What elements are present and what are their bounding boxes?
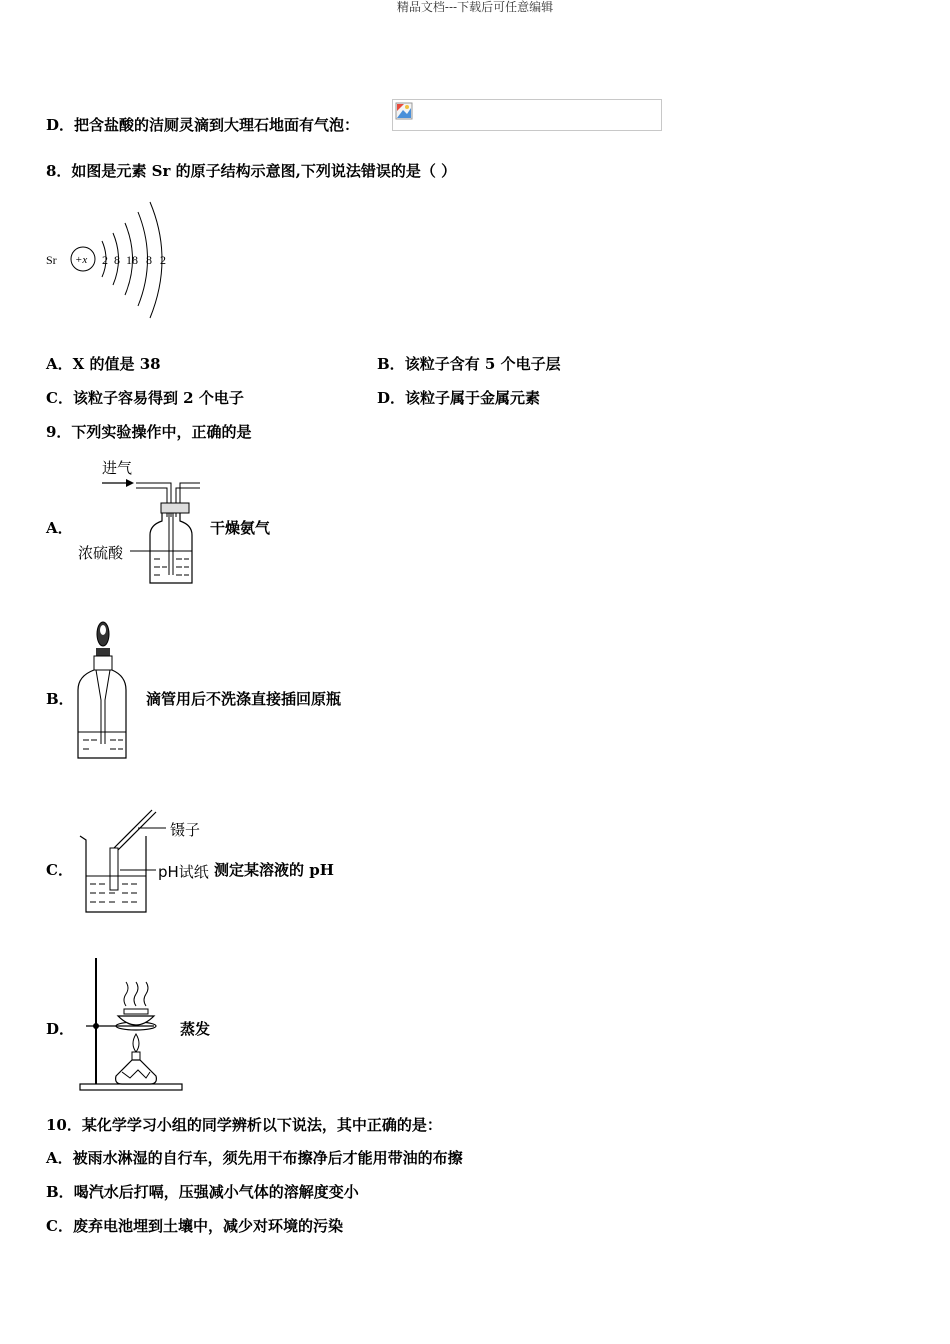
dropper-tube bbox=[96, 670, 101, 744]
clamp bbox=[93, 1023, 99, 1029]
shell-electrons: 8 bbox=[114, 253, 120, 267]
ph-test-figure bbox=[76, 806, 216, 918]
option-text: 把含盐酸的洁厕灵滴到大理石地面有气泡： bbox=[74, 116, 360, 134]
q8-option-b bbox=[377, 354, 561, 374]
tweezers-label: 镊子 bbox=[170, 821, 201, 839]
lamp-wick-holder bbox=[132, 1052, 140, 1060]
option-text: 该粒子含有 5 个电子层 bbox=[404, 355, 561, 373]
option-label: C． bbox=[46, 389, 73, 407]
page-header: 精品文档---下载后可任意编辑 bbox=[396, 0, 554, 14]
steam-wisp bbox=[144, 982, 148, 1006]
bulb-base bbox=[96, 648, 110, 656]
shell-electrons: 8 bbox=[146, 253, 152, 267]
broken-image-icon bbox=[395, 102, 413, 120]
q10-option-a bbox=[46, 1148, 463, 1168]
shell-electrons: 2 bbox=[160, 253, 166, 267]
liquid-dashes bbox=[83, 740, 123, 749]
option-text: 该粒子容易得到 2 个电子 bbox=[72, 389, 244, 407]
option-label: B． bbox=[377, 355, 405, 373]
option-label: C． bbox=[46, 1217, 73, 1235]
bottle-body bbox=[78, 670, 126, 758]
evaporating-dish bbox=[118, 1016, 154, 1025]
option-text: 喝汽水后打嗝，压强减小气体的溶解度变小 bbox=[73, 1183, 359, 1201]
gas-washing-bottle-figure bbox=[76, 455, 206, 590]
q9-stem: 9．下列实验操作中，正确的是 bbox=[46, 423, 252, 441]
evaporation-setup-figure bbox=[76, 954, 186, 1096]
q9-option-d-text: 蒸发 bbox=[180, 1020, 211, 1038]
q8-option-d bbox=[377, 388, 540, 408]
dish-rim bbox=[124, 1009, 148, 1014]
q9-option-c-text: 测定某溶液的 pH bbox=[214, 861, 334, 879]
q9-option-b-label: B． bbox=[46, 690, 74, 708]
q9-option-a-label: A． bbox=[46, 519, 73, 537]
dropper-bottle-figure bbox=[74, 616, 134, 764]
option-text: X 的值是 38 bbox=[72, 355, 161, 373]
liquid-dashes bbox=[154, 559, 189, 575]
q7-option-d bbox=[46, 115, 359, 135]
q8-stem: 8．如图是元素 Sr 的原子结构示意图,下列说法错误的是（ ） bbox=[46, 162, 457, 180]
bulb-highlight bbox=[100, 625, 106, 635]
stopper bbox=[161, 503, 189, 513]
steam-wisp bbox=[134, 982, 138, 1006]
element-symbol: Sr bbox=[46, 253, 57, 267]
steam-wisp bbox=[124, 982, 128, 1006]
ph-paper bbox=[110, 848, 118, 890]
stand-base bbox=[80, 1084, 182, 1090]
option-label: D． bbox=[46, 116, 75, 134]
q10-option-c bbox=[46, 1216, 343, 1236]
q10-stem: 10．某化学学习小组的同学辨析以下说法，其中正确的是： bbox=[46, 1116, 442, 1134]
flame bbox=[133, 1034, 139, 1052]
bottle bbox=[150, 513, 192, 583]
option-label: B． bbox=[46, 1183, 74, 1201]
option-text: 该粒子属于金属元素 bbox=[405, 389, 541, 407]
broken-image-placeholder bbox=[392, 99, 662, 131]
ph-paper-label: pH试纸 bbox=[158, 863, 209, 881]
q10-option-b bbox=[46, 1182, 359, 1202]
q9-option-a-text: 干燥氨气 bbox=[210, 519, 271, 537]
sr-atom-structure-diagram bbox=[40, 198, 180, 323]
inlet-label: 进气 bbox=[102, 459, 133, 477]
option-label: A． bbox=[46, 1149, 73, 1167]
option-label: D． bbox=[377, 389, 406, 407]
option-label: A． bbox=[46, 355, 73, 373]
q9-option-b-text: 滴管用后不洗涤直接插回原瓶 bbox=[146, 690, 342, 708]
q9-option-c-label: C． bbox=[46, 861, 73, 879]
shell-electrons: 18 bbox=[126, 253, 138, 267]
acid-label: 浓硫酸 bbox=[78, 544, 124, 562]
option-text: 被雨水淋湿的自行车，须先用干布擦净后才能用带油的布擦 bbox=[72, 1149, 463, 1167]
option-text: 废弃电池埋到土壤中，减少对环境的污染 bbox=[72, 1217, 343, 1235]
shell-electrons: 2 bbox=[102, 253, 108, 267]
q8-option-c bbox=[46, 388, 244, 408]
dropper-tube bbox=[105, 670, 110, 744]
q9-option-d-label: D． bbox=[46, 1020, 75, 1038]
arrow-head bbox=[126, 479, 134, 487]
nucleus-charge: +x bbox=[75, 254, 88, 266]
tweezers-arm bbox=[116, 812, 156, 852]
q8-option-a bbox=[46, 354, 161, 374]
bottle-neck bbox=[94, 656, 112, 670]
